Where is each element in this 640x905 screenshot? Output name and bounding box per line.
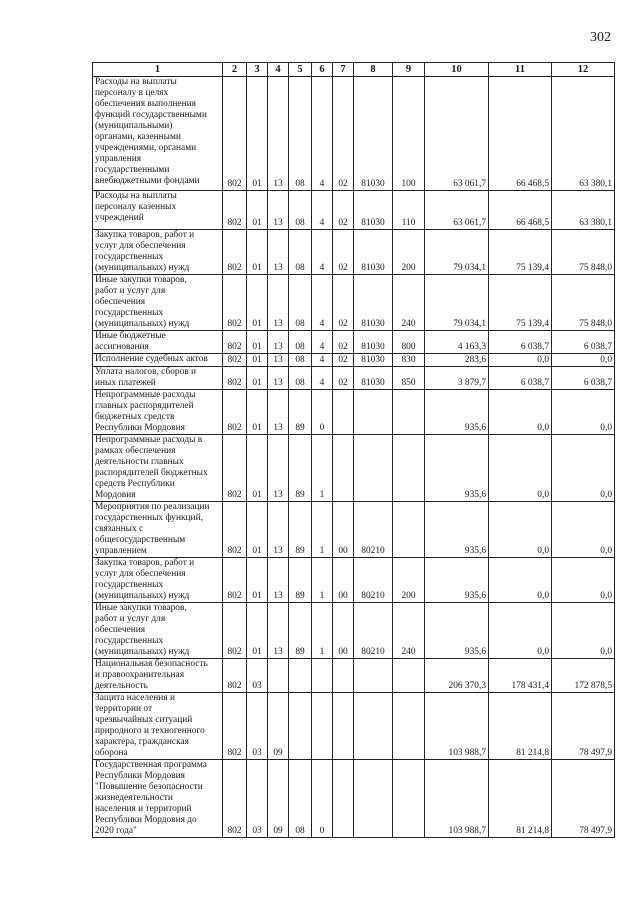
row-cell-c10: 63 061,7 — [425, 191, 489, 230]
row-cell-c3: 03 — [247, 760, 268, 838]
row-cell-c12: 78 497,9 — [552, 760, 615, 838]
row-cell-c7: 00 — [333, 558, 354, 603]
row-cell-c12: 0,0 — [552, 435, 615, 502]
table-row — [93, 502, 615, 558]
row-cell-c9: 200 — [393, 230, 425, 275]
table-row — [93, 275, 615, 331]
row-cell-c12: 172 878,5 — [552, 659, 615, 693]
row-name-cell: Закупка товаров, работ и услуг для обеспечения государственных (муниципальных) нужд — [93, 558, 223, 603]
row-cell-c10: 935,6 — [425, 390, 489, 435]
row-cell-c10: 103 988,7 — [425, 693, 489, 760]
table-body — [93, 77, 615, 838]
row-cell-c11: 178 431,4 — [489, 659, 552, 693]
row-cell-c3: 01 — [247, 77, 268, 191]
row-cell-c8: 81030 — [354, 367, 393, 390]
row-cell-c9 — [393, 502, 425, 558]
row-cell-c10: 79 034,1 — [425, 230, 489, 275]
row-cell-c11: 0,0 — [489, 390, 552, 435]
table-row — [93, 435, 615, 502]
row-cell-c9: 830 — [393, 354, 425, 367]
row-cell-c2: 802 — [223, 693, 247, 760]
row-cell-c8: 81030 — [354, 331, 393, 354]
row-cell-c5: 89 — [289, 558, 312, 603]
row-cell-c6: 4 — [312, 367, 333, 390]
row-name-cell: Государственная программа Республики Мордовия "Повышение безопасности жизнедеятельности населения и территорий Республики Мордовия до 2020 года" — [93, 760, 223, 838]
row-cell-c12: 75 848,0 — [552, 275, 615, 331]
row-cell-c12: 0,0 — [552, 603, 615, 659]
row-cell-c2: 802 — [223, 390, 247, 435]
row-cell-c8 — [354, 390, 393, 435]
column-header-12: 12 — [552, 63, 615, 77]
row-cell-c12: 63 380,1 — [552, 191, 615, 230]
row-name-cell: Уплата налогов, сборов и иных платежей — [93, 367, 223, 390]
column-header-6: 6 — [312, 63, 333, 77]
column-header-9: 9 — [393, 63, 425, 77]
row-cell-c2: 802 — [223, 354, 247, 367]
row-cell-c10: 935,6 — [425, 502, 489, 558]
row-cell-c2: 802 — [223, 275, 247, 331]
row-cell-c9 — [393, 693, 425, 760]
row-cell-c6 — [312, 659, 333, 693]
row-cell-c5: 08 — [289, 275, 312, 331]
column-header-8: 8 — [354, 63, 393, 77]
page-number: 302 — [590, 30, 611, 45]
row-cell-c2: 802 — [223, 502, 247, 558]
row-cell-c9 — [393, 390, 425, 435]
table-header-row — [93, 63, 615, 77]
row-cell-c4: 13 — [268, 603, 289, 659]
row-cell-c2: 802 — [223, 77, 247, 191]
row-cell-c8: 81030 — [354, 275, 393, 331]
row-cell-c12: 0,0 — [552, 390, 615, 435]
row-cell-c11: 66 468,5 — [489, 191, 552, 230]
row-cell-c4: 13 — [268, 435, 289, 502]
row-cell-c4: 13 — [268, 367, 289, 390]
row-cell-c9: 200 — [393, 558, 425, 603]
row-cell-c2: 802 — [223, 367, 247, 390]
row-cell-c2: 802 — [223, 191, 247, 230]
row-cell-c4: 13 — [268, 354, 289, 367]
row-cell-c11: 75 139,4 — [489, 275, 552, 331]
column-header-11: 11 — [489, 63, 552, 77]
row-cell-c8: 81030 — [354, 77, 393, 191]
row-cell-c3: 01 — [247, 502, 268, 558]
row-cell-c3: 03 — [247, 659, 268, 693]
row-cell-c4: 13 — [268, 390, 289, 435]
row-cell-c7 — [333, 760, 354, 838]
row-cell-c7: 02 — [333, 275, 354, 331]
row-cell-c2: 802 — [223, 603, 247, 659]
row-name-cell: Мероприятия по реализации государственных функций, связанных с общегосударственным управлением — [93, 502, 223, 558]
row-cell-c10: 79 034,1 — [425, 275, 489, 331]
row-cell-c6: 0 — [312, 760, 333, 838]
table-row — [93, 390, 615, 435]
row-cell-c6: 4 — [312, 354, 333, 367]
row-cell-c5: 08 — [289, 331, 312, 354]
row-cell-c3: 01 — [247, 367, 268, 390]
row-cell-c10: 206 370,3 — [425, 659, 489, 693]
row-name-cell: Расходы на выплаты персоналу в целях обеспечения выполнения функций государственными (муниципальными) органами, казенными учреждениями, органами управления государственными внебюджетными фондами — [93, 77, 223, 191]
row-cell-c8: 80210 — [354, 603, 393, 659]
row-cell-c5 — [289, 659, 312, 693]
row-cell-c10: 4 163,3 — [425, 331, 489, 354]
row-name-cell: Непрограммные расходы главных распорядителей бюджетных средств Республики Мордовия — [93, 390, 223, 435]
column-header-5: 5 — [289, 63, 312, 77]
row-cell-c6: 4 — [312, 331, 333, 354]
row-cell-c12: 75 848,0 — [552, 230, 615, 275]
row-cell-c9 — [393, 760, 425, 838]
row-name-cell: Защита населения и территории от чрезвычайных ситуаций природного и техногенного характера, гражданская оборона — [93, 693, 223, 760]
row-cell-c4: 09 — [268, 693, 289, 760]
row-cell-c9: 800 — [393, 331, 425, 354]
row-cell-c7: 02 — [333, 191, 354, 230]
row-cell-c11: 6 038,7 — [489, 331, 552, 354]
row-cell-c6: 1 — [312, 558, 333, 603]
row-cell-c12: 63 380,1 — [552, 77, 615, 191]
table-row — [93, 558, 615, 603]
table-row — [93, 760, 615, 838]
row-name-cell: Иные закупки товаров, работ и услуг для обеспечения государственных (муниципальных) нужд — [93, 275, 223, 331]
row-cell-c9: 850 — [393, 367, 425, 390]
row-cell-c4: 09 — [268, 760, 289, 838]
row-cell-c4: 13 — [268, 558, 289, 603]
row-cell-c9: 100 — [393, 77, 425, 191]
table-row — [93, 77, 615, 191]
row-cell-c4 — [268, 659, 289, 693]
row-cell-c8: 81030 — [354, 354, 393, 367]
row-cell-c11: 6 038,7 — [489, 367, 552, 390]
row-cell-c8 — [354, 693, 393, 760]
row-cell-c2: 802 — [223, 435, 247, 502]
row-cell-c12: 6 038,7 — [552, 331, 615, 354]
column-header-7: 7 — [333, 63, 354, 77]
row-name-cell: Иные закупки товаров, работ и услуг для обеспечения государственных (муниципальных) нужд — [93, 603, 223, 659]
row-cell-c2: 802 — [223, 760, 247, 838]
row-cell-c5: 08 — [289, 230, 312, 275]
column-header-4: 4 — [268, 63, 289, 77]
row-cell-c10: 935,6 — [425, 558, 489, 603]
row-cell-c3: 01 — [247, 230, 268, 275]
row-cell-c5: 08 — [289, 367, 312, 390]
row-cell-c7 — [333, 659, 354, 693]
row-cell-c3: 01 — [247, 435, 268, 502]
row-cell-c4: 13 — [268, 331, 289, 354]
row-cell-c6: 4 — [312, 191, 333, 230]
row-cell-c11: 0,0 — [489, 354, 552, 367]
row-cell-c5: 08 — [289, 760, 312, 838]
row-cell-c7: 02 — [333, 354, 354, 367]
row-cell-c3: 03 — [247, 693, 268, 760]
table-row — [93, 659, 615, 693]
row-cell-c5: 08 — [289, 354, 312, 367]
row-cell-c5 — [289, 693, 312, 760]
row-cell-c5: 08 — [289, 191, 312, 230]
row-cell-c3: 01 — [247, 275, 268, 331]
row-cell-c11: 0,0 — [489, 435, 552, 502]
row-cell-c11: 0,0 — [489, 502, 552, 558]
row-cell-c7: 02 — [333, 230, 354, 275]
row-cell-c2: 802 — [223, 230, 247, 275]
row-cell-c7: 02 — [333, 77, 354, 191]
row-cell-c2: 802 — [223, 659, 247, 693]
row-cell-c6: 1 — [312, 435, 333, 502]
row-cell-c10: 103 988,7 — [425, 760, 489, 838]
row-cell-c3: 01 — [247, 603, 268, 659]
row-cell-c4: 13 — [268, 502, 289, 558]
row-cell-c5: 89 — [289, 502, 312, 558]
row-cell-c4: 13 — [268, 230, 289, 275]
row-cell-c11: 0,0 — [489, 558, 552, 603]
row-cell-c10: 63 061,7 — [425, 77, 489, 191]
row-name-cell: Непрограммные расходы в рамках обеспечения деятельности главных распорядителей бюджетных средств Республики Мордовия — [93, 435, 223, 502]
row-cell-c9: 240 — [393, 275, 425, 331]
row-cell-c8 — [354, 435, 393, 502]
row-cell-c9 — [393, 659, 425, 693]
row-cell-c6 — [312, 693, 333, 760]
row-cell-c11: 81 214,8 — [489, 760, 552, 838]
row-cell-c11: 0,0 — [489, 603, 552, 659]
row-cell-c6: 4 — [312, 230, 333, 275]
row-cell-c5: 89 — [289, 435, 312, 502]
row-cell-c7 — [333, 390, 354, 435]
row-cell-c2: 802 — [223, 558, 247, 603]
row-cell-c7: 02 — [333, 367, 354, 390]
row-cell-c6: 4 — [312, 275, 333, 331]
row-name-cell: Иные бюджетные ассигнования — [93, 331, 223, 354]
budget-table — [92, 62, 615, 838]
row-cell-c5: 89 — [289, 603, 312, 659]
row-cell-c7: 02 — [333, 331, 354, 354]
table-row — [93, 603, 615, 659]
row-name-cell: Расходы на выплаты персоналу казенных учреждений — [93, 191, 223, 230]
column-header-2: 2 — [223, 63, 247, 77]
row-cell-c7: 00 — [333, 502, 354, 558]
table-row — [93, 693, 615, 760]
row-cell-c3: 01 — [247, 390, 268, 435]
row-cell-c6: 4 — [312, 77, 333, 191]
row-cell-c11: 66 468,5 — [489, 77, 552, 191]
row-cell-c6: 1 — [312, 502, 333, 558]
row-cell-c4: 13 — [268, 77, 289, 191]
row-cell-c9: 110 — [393, 191, 425, 230]
row-cell-c7 — [333, 693, 354, 760]
table-row — [93, 367, 615, 390]
table-row — [93, 354, 615, 367]
row-cell-c4: 13 — [268, 191, 289, 230]
row-cell-c8: 81030 — [354, 191, 393, 230]
row-name-cell: Закупка товаров, работ и услуг для обеспечения государственных (муниципальных) нужд — [93, 230, 223, 275]
row-cell-c10: 935,6 — [425, 435, 489, 502]
row-cell-c8: 80210 — [354, 502, 393, 558]
row-cell-c10: 935,6 — [425, 603, 489, 659]
row-cell-c9 — [393, 435, 425, 502]
row-cell-c6: 0 — [312, 390, 333, 435]
table-row — [93, 230, 615, 275]
column-header-3: 3 — [247, 63, 268, 77]
row-cell-c12: 0,0 — [552, 354, 615, 367]
row-cell-c8 — [354, 760, 393, 838]
table-row — [93, 331, 615, 354]
row-cell-c11: 75 139,4 — [489, 230, 552, 275]
column-header-1: 1 — [93, 63, 223, 77]
row-cell-c8 — [354, 659, 393, 693]
row-cell-c2: 802 — [223, 331, 247, 354]
row-cell-c7 — [333, 435, 354, 502]
row-cell-c6: 1 — [312, 603, 333, 659]
row-cell-c12: 78 497,9 — [552, 693, 615, 760]
row-cell-c5: 89 — [289, 390, 312, 435]
row-cell-c3: 01 — [247, 354, 268, 367]
row-cell-c11: 81 214,8 — [489, 693, 552, 760]
row-cell-c8: 80210 — [354, 558, 393, 603]
row-cell-c10: 283,6 — [425, 354, 489, 367]
row-cell-c7: 00 — [333, 603, 354, 659]
row-cell-c3: 01 — [247, 331, 268, 354]
table-row — [93, 191, 615, 230]
row-cell-c4: 13 — [268, 275, 289, 331]
row-name-cell: Исполнение судебных актов — [93, 354, 223, 367]
row-cell-c5: 08 — [289, 77, 312, 191]
row-cell-c10: 3 879,7 — [425, 367, 489, 390]
row-cell-c12: 6 038,7 — [552, 367, 615, 390]
column-header-10: 10 — [425, 63, 489, 77]
row-cell-c12: 0,0 — [552, 558, 615, 603]
row-name-cell: Национальная безопасность и правоохранительная деятельность — [93, 659, 223, 693]
row-cell-c12: 0,0 — [552, 502, 615, 558]
row-cell-c3: 01 — [247, 191, 268, 230]
row-cell-c8: 81030 — [354, 230, 393, 275]
row-cell-c3: 01 — [247, 558, 268, 603]
row-cell-c9: 240 — [393, 603, 425, 659]
